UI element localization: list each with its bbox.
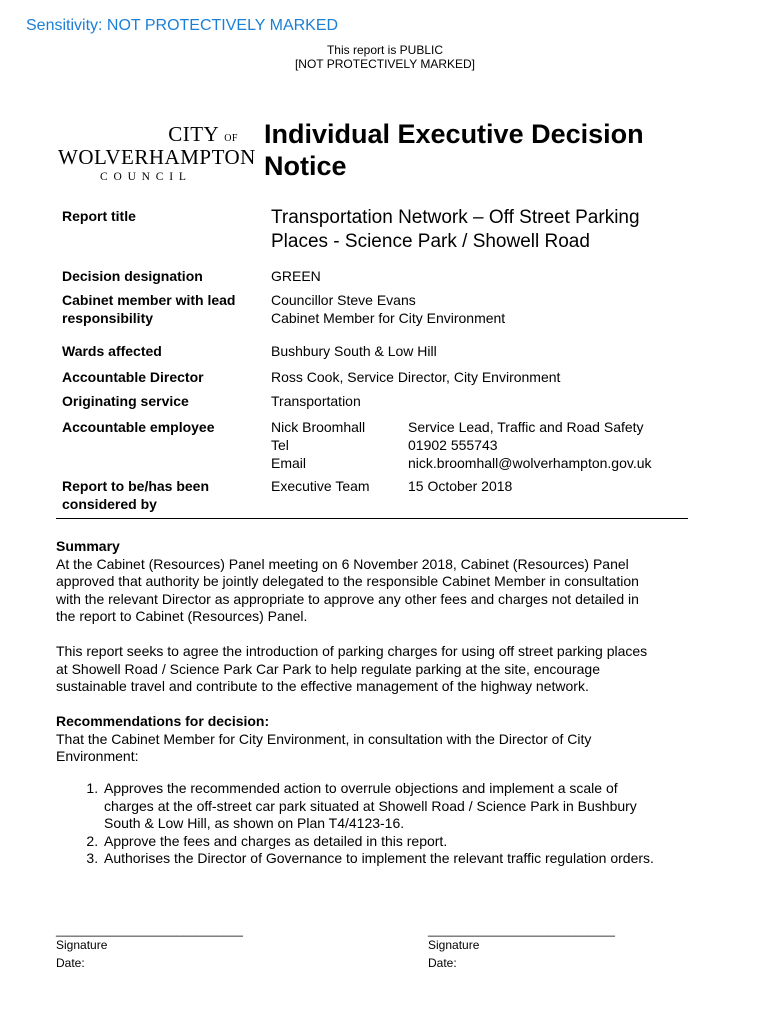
- recommendations-intro-line1: That the Cabinet Member for City Environment, in consultation with the Director of City: [56, 730, 592, 747]
- summary-para2-line1: This report seeks to agree the introduction of parking charges for using off street parking places: [56, 643, 648, 659]
- recommendation-1-line2: charges at the off-street car park situated at Showell Road / Science Park in Bushbury: [104, 797, 637, 814]
- left-signature-label: Signature: [56, 938, 108, 952]
- director-value: Ross Cook, Service Director, City Environment: [271, 369, 561, 385]
- employee-tel-label: Tel: [271, 437, 289, 453]
- wards-label: Wards affected: [62, 343, 162, 359]
- employee-contact-values: [408, 418, 652, 472]
- logo-wolverhampton: WOLVERHAMPTON: [58, 145, 256, 169]
- public-status-line: This report is PUBLIC: [326, 43, 444, 57]
- employee-email: nick.broomhall@wolverhampton.gov.uk: [408, 455, 652, 471]
- report-title-value: [271, 206, 640, 254]
- title-line-1: Individual Executive Decision: [264, 119, 644, 149]
- employee-role: Service Lead, Traffic and Road Safety: [408, 419, 644, 435]
- logo-of: OF: [224, 133, 238, 144]
- summary-section: [56, 538, 736, 626]
- considered-label-line-2: considered by: [62, 496, 157, 512]
- cabinet-member-label: [62, 291, 235, 327]
- cabinet-member-label-line-2: responsibility: [62, 310, 154, 326]
- summary-para1-line1: At the Cabinet (Resources) Panel meeting on 6 November 2018, Cabinet (Resources) Panel: [56, 555, 629, 572]
- cabinet-member-label-line-1: Cabinet member with lead: [62, 292, 236, 308]
- right-date-label: Date:: [428, 956, 457, 970]
- decision-designation-value: GREEN: [271, 268, 321, 284]
- title-line-2: Notice: [264, 151, 347, 181]
- summary-para2-line3: sustainable travel and contribute to the effective management of the highway network.: [56, 678, 589, 694]
- recommendation-1-line1: 1. Approves the recommended action to overrule objections and implement a scale of: [104, 780, 618, 796]
- left-signature-block: [56, 936, 107, 972]
- recommendations-heading: Recommendations for decision:: [56, 713, 270, 729]
- considered-label: [62, 477, 209, 513]
- director-label: Accountable Director: [62, 369, 204, 385]
- recommendations-section: [56, 713, 736, 766]
- summary-paragraph-2: [56, 643, 736, 696]
- right-signature-label: Signature: [428, 938, 480, 952]
- document-title: [264, 118, 734, 182]
- cabinet-member-value: [271, 291, 505, 327]
- wards-value: Bushbury South & Low Hill: [271, 343, 437, 359]
- summary-para1-line4: the report to Cabinet (Resources) Panel.: [56, 608, 308, 624]
- summary-para2-line2: at Showell Road / Science Park Car Park to help regulate parking at the site, encourage: [56, 660, 600, 677]
- employee-email-label: Email: [271, 455, 307, 471]
- report-title-label: Report title: [62, 208, 136, 224]
- right-signature-line: ____________________________: [428, 923, 615, 937]
- recommendation-item-2: 2. Approve the fees and charges as detailed in this report.: [102, 833, 736, 851]
- council-logo: [58, 122, 256, 183]
- employee-contact-labels: [271, 418, 365, 472]
- summary-heading: Summary: [56, 538, 120, 554]
- logo-city: CITY: [168, 122, 219, 146]
- recommendations-list: [56, 780, 736, 868]
- logo-council: COUNCIL: [100, 171, 192, 183]
- cabinet-member-name: Councillor Steve Evans: [271, 292, 416, 308]
- recommendation-item-3: 3. Authorises the Director of Governance to implement the relevant traffic regulation orders.: [102, 850, 736, 868]
- left-signature-line: ____________________________: [56, 923, 243, 937]
- recommendations-intro-line2: Environment:: [56, 748, 139, 764]
- report-title-line-2: Places - Science Park / Showell Road: [271, 231, 590, 252]
- sensitivity-label: Sensitivity: NOT PROTECTIVELY MARKED: [26, 17, 339, 34]
- service-value: Transportation: [271, 393, 361, 409]
- report-title-line-1: Transportation Network – Off Street Parking: [271, 207, 640, 228]
- considered-date: 15 October 2018: [408, 478, 513, 494]
- employee-tel: 01902 555743: [408, 437, 498, 453]
- left-date-label: Date:: [56, 956, 85, 970]
- right-signature-block: [428, 936, 479, 972]
- summary-para1-line2: approved that authority be jointly delegated to the responsible Cabinet Member in consultation: [56, 573, 639, 589]
- decision-designation-label: Decision designation: [62, 268, 203, 284]
- service-label: Originating service: [62, 393, 189, 409]
- table-divider: [56, 518, 688, 519]
- considered-by: Executive Team: [271, 478, 370, 494]
- considered-label-line-1: Report to be/has been: [62, 478, 210, 494]
- employee-label: Accountable employee: [62, 419, 215, 435]
- recommendation-item-1: [102, 780, 736, 833]
- summary-para1-line3: with the relevant Director as appropriate to approve any other fees and charges not detailed in: [56, 590, 639, 607]
- recommendation-1-line3: South & Low Hill, as shown on Plan T4/4123-16.: [104, 815, 405, 831]
- employee-name: Nick Broomhall: [271, 419, 366, 435]
- protective-marking-line: [NOT PROTECTIVELY MARKED]: [294, 57, 476, 71]
- cabinet-member-role: Cabinet Member for City Environment: [271, 310, 506, 326]
